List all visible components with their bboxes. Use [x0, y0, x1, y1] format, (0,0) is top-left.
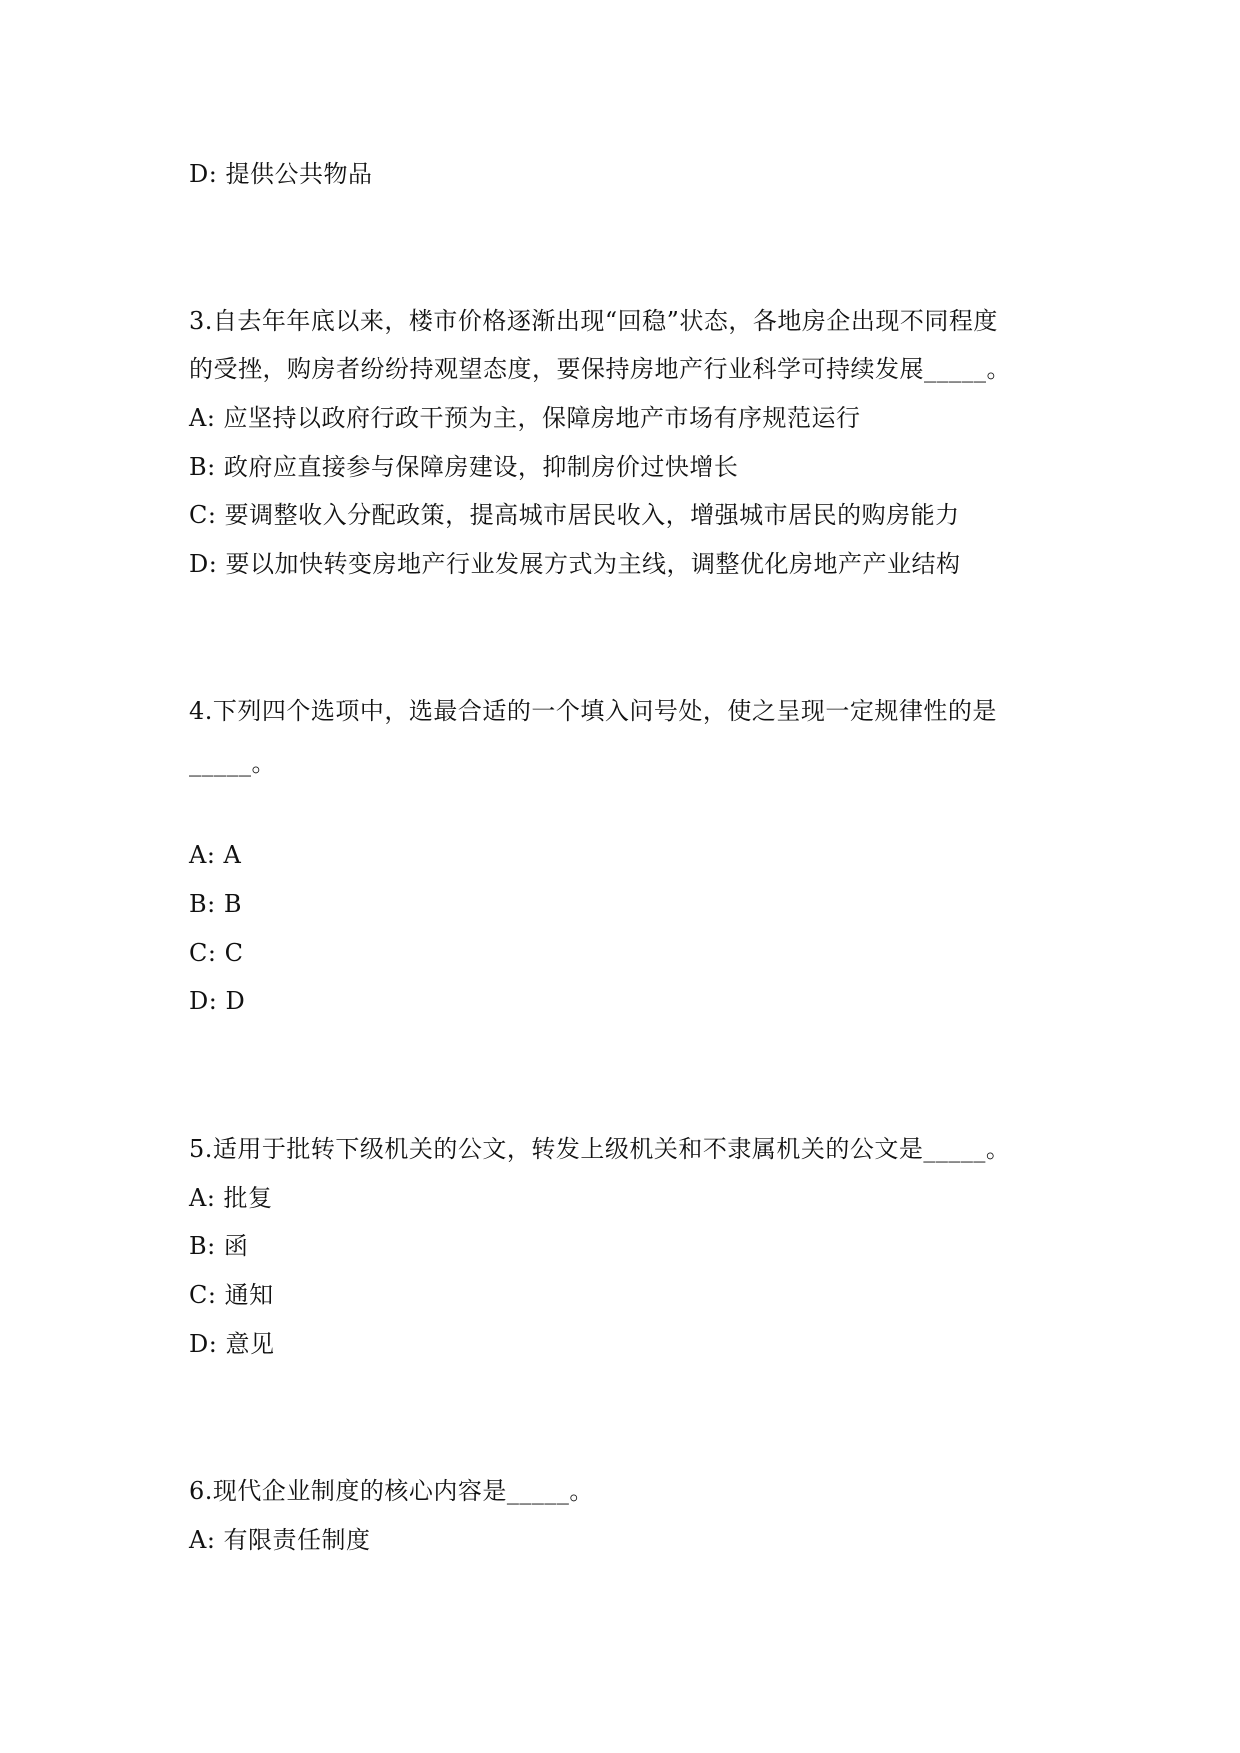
q5-option-c: C: 通知 [189, 1281, 274, 1309]
q5-option-a: A: 批复 [189, 1184, 273, 1212]
q3-option-b: B: 政府应直接参与保障房建设，抑制房价过快增长 [189, 453, 739, 481]
q4-stem-line-2: _____。 [189, 749, 276, 777]
q3-stem-line-2: 的受挫，购房者纷纷持观望态度，要保持房地产行业科学可持续发展_____。 [189, 355, 1011, 383]
q3-option-a: A: 应坚持以政府行政干预为主，保障房地产市场有序规范运行 [189, 404, 861, 432]
q5-option-d: D: 意见 [189, 1330, 275, 1358]
q4-option-c: C: C [189, 939, 244, 967]
q3-option-c: C: 要调整收入分配政策，提高城市居民收入，增强城市居民的购房能力 [189, 501, 960, 529]
q2-option-d: D: 提供公共物品 [189, 160, 373, 188]
q5-stem: 5.适用于批转下级机关的公文，转发上级机关和不隶属机关的公文是_____。 [189, 1135, 1011, 1163]
q4-option-b: B: B [189, 890, 242, 918]
q4-option-d: D: D [189, 987, 246, 1015]
q4-option-a: A: A [189, 841, 242, 869]
q5-option-b: B: 函 [189, 1232, 249, 1260]
q4-stem-line-1: 4.下列四个选项中，选最合适的一个填入问号处，使之呈现一定规律性的是 [189, 697, 997, 725]
q6-option-a: A: 有限责任制度 [189, 1526, 371, 1554]
q6-stem: 6.现代企业制度的核心内容是_____。 [189, 1477, 594, 1505]
q3-stem-line-1: 3.自去年年底以来，楼市价格逐渐出现“回稳”状态，各地房企出现不同程度 [189, 307, 998, 335]
q3-option-d: D: 要以加快转变房地产行业发展方式为主线，调整优化房地产产业结构 [189, 550, 961, 578]
